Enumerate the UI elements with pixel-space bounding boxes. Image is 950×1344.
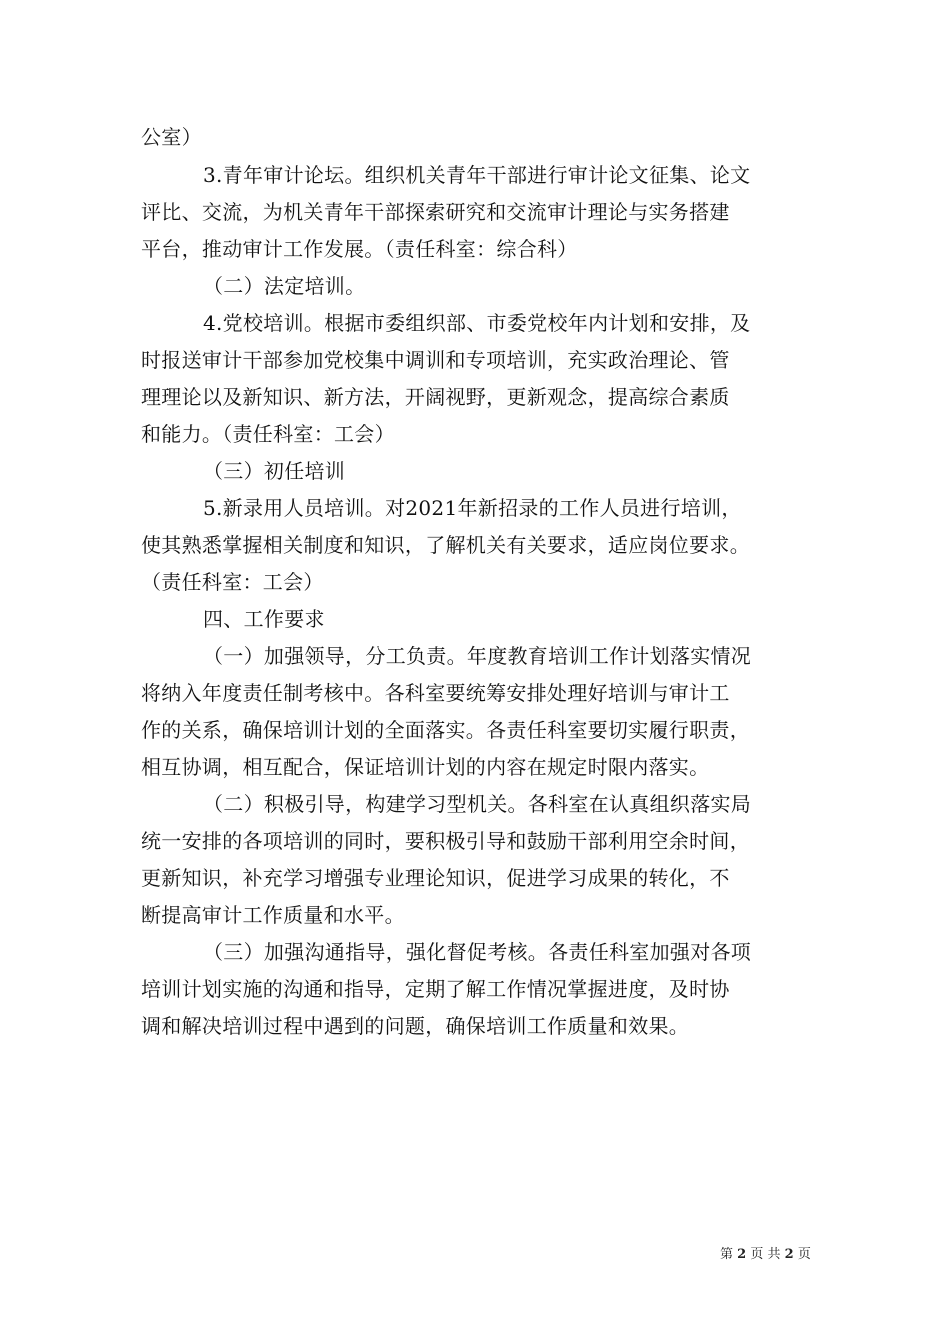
text-line: 统一安排的各项培训的同时，要积极引导和鼓励干部利用空余时间， — [141, 829, 750, 853]
section-heading: （二）法定培训。 — [203, 274, 366, 298]
text-line: 将纳入年度责任制考核中。各科室要统筹安排处理好培训与审计工 — [141, 681, 730, 705]
footer-suffix: 页 — [797, 1247, 811, 1262]
text-line: 相互协调，相互配合，保证培训计划的内容在规定时限内落实。 — [141, 755, 710, 779]
total-pages-number: 2 — [784, 1247, 794, 1262]
text-line: 4.党校培训。根据市委组织部、市委党校年内计划和安排，及 — [203, 311, 751, 335]
section-heading: （三）初任培训 — [203, 459, 346, 483]
text-line: 3.青年审计论坛。组织机关青年干部进行审计论文征集、论文 — [203, 163, 751, 187]
text-line: 断提高审计工作质量和水平。 — [141, 903, 405, 927]
page-number-footer — [720, 1246, 811, 1264]
text-line: （责任科室：工会） — [141, 570, 324, 594]
text-line: 时报送审计干部参加党校集中调训和专项培训，充实政治理论、管 — [141, 348, 730, 372]
text-line: 5.新录用人员培训。对2021年新招录的工作人员进行培训， — [203, 496, 742, 520]
text-line: 作的关系，确保培训计划的全面落实。各责任科室要切实履行职责， — [141, 718, 750, 742]
text-line: 调和解决培训过程中遇到的问题，确保培训工作质量和效果。 — [141, 1014, 690, 1038]
text-line: 更新知识，补充学习增强专业理论知识，促进学习成果的转化，不 — [141, 866, 730, 890]
text-line: （二）积极引导，构建学习型机关。各科室在认真组织落实局 — [203, 792, 752, 816]
text-line: 和能力。（责任科室：工会） — [141, 422, 395, 446]
footer-prefix: 第 — [720, 1247, 734, 1262]
text-line: 培训计划实施的沟通和指导，定期了解工作情况掌握进度，及时协 — [141, 977, 730, 1001]
text-line: 公室） — [141, 125, 202, 149]
text-line: 使其熟悉掌握相关制度和知识，了解机关有关要求，适应岗位要求。 — [141, 533, 750, 557]
section-heading: 四、工作要求 — [203, 607, 325, 631]
text-line: （一）加强领导，分工负责。年度教育培训工作计划落实情况 — [203, 644, 752, 668]
text-line: 平台，推动审计工作发展。（责任科室：综合科） — [141, 237, 578, 261]
text-line: 理理论以及新知识、新方法，开阔视野，更新观念，提高综合素质 — [141, 385, 730, 409]
footer-middle: 页 共 — [750, 1247, 781, 1262]
current-page-number: 2 — [737, 1247, 747, 1262]
text-line: （三）加强沟通指导，强化督促考核。各责任科室加强对各项 — [203, 940, 752, 964]
text-line: 评比、交流，为机关青年干部探索研究和交流审计理论与实务搭建 — [141, 200, 730, 224]
